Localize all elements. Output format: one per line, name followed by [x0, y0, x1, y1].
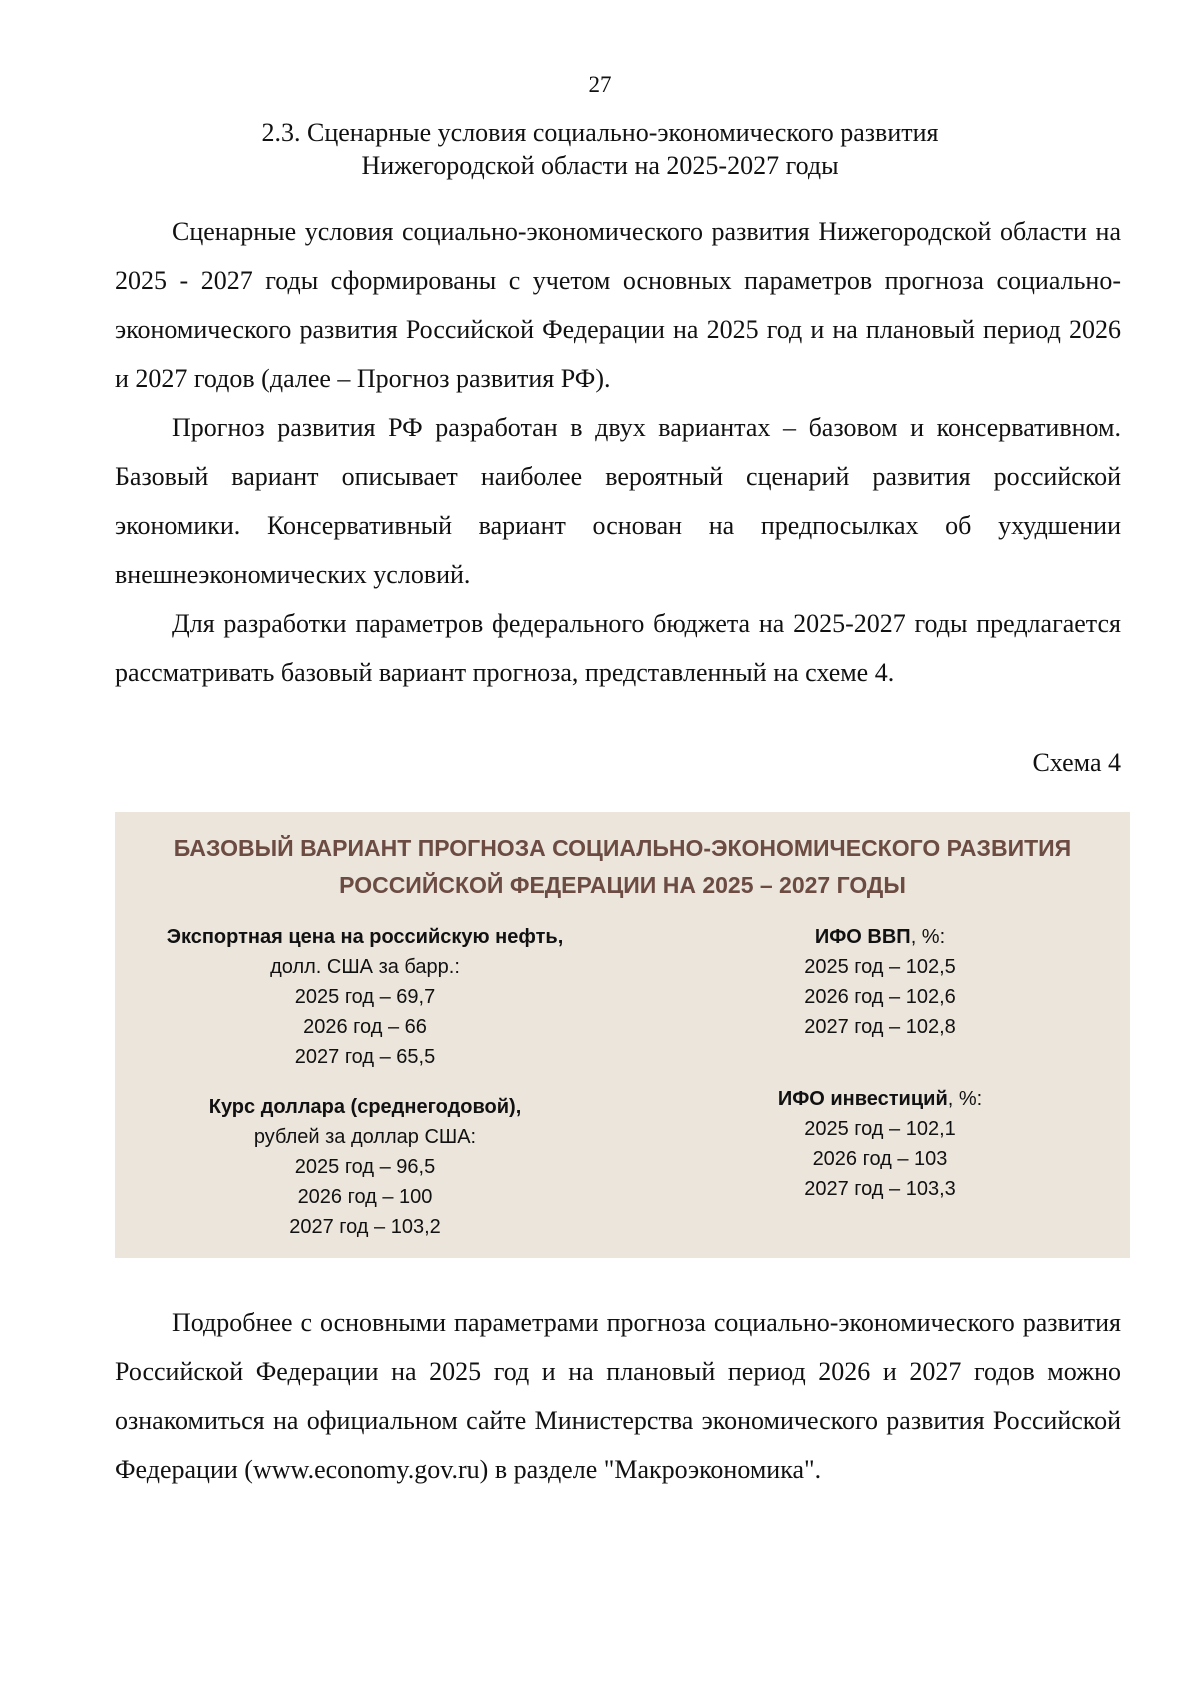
oil-price-2025: 2025 год – 69,7 — [294, 986, 436, 1008]
oil-price-2026: 2026 год – 66 — [303, 1016, 427, 1038]
gdp-index-2025: 2025 год – 102,5 — [804, 956, 956, 978]
oil-price-block — [115, 922, 615, 1072]
investment-index-2025: 2025 год – 102,1 — [804, 1118, 956, 1140]
paragraph-2: Прогноз развития РФ разработан в двух вариантах – базовом и консервативном. Базовый вариант описывает наиболее вероятный сценарий развития российской экономики. Консервативный вариант основан на предпосылках об ухудшении внешнеэкономических условий. — [115, 413, 1121, 589]
schema-title — [115, 830, 1130, 904]
usd-rate-2025: 2025 год – 96,5 — [294, 1156, 436, 1178]
gdp-index-block — [630, 922, 1130, 1042]
oil-price-2027: 2027 год – 65,5 — [294, 1046, 436, 1068]
usd-rate-title: Курс доллара (среднегодовой), — [208, 1096, 522, 1118]
investment-index-2026: 2026 год – 103 — [812, 1148, 948, 1170]
paragraph-1: Сценарные условия социально-экономического развития Нижегородской области на 2025 - 2027 годы сформированы с учетом основных параметров прогноза социально-экономического развития Российской Федерации на 2025 год и на плановый период 2026 и 2027 годов (далее – Прогноз развития РФ). — [115, 217, 1121, 393]
gdp-index-2027: 2027 год – 102,8 — [804, 1016, 956, 1038]
schema-4-box — [115, 812, 1130, 1258]
gdp-index-heading — [630, 922, 1130, 952]
usd-rate-2026: 2026 год – 100 — [297, 1186, 433, 1208]
gdp-index-title: ИФО ВВП — [814, 926, 911, 948]
investment-index-2027: 2027 год – 103,3 — [804, 1178, 956, 1200]
oil-price-unit: долл. США за барр.: — [270, 956, 460, 978]
section-title-line2: Нижегородской области на 2025-2027 годы — [361, 151, 839, 180]
section-title-line1: 2.3. Сценарные условия социально-экономического развития — [261, 118, 939, 147]
investment-index-heading — [630, 1084, 1130, 1114]
usd-rate-unit: рублей за доллар США: — [253, 1126, 477, 1148]
gdp-index-unit: , %: — [910, 926, 946, 948]
paragraph-4: Подробнее с основными параметрами прогноза социально-экономического развития Российской Федерации на 2025 год и на плановый период 2026 и 2027 годов можно ознакомиться на официальном сайте Министерства экономического развития Российской Федерации (www.economy.gov.ru) в разделе "Макроэкономика". — [115, 1308, 1121, 1484]
paragraph-3: Для разработки параметров федерального бюджета на 2025-2027 годы предлагается рассматривать базовый вариант прогноза, представленный на схеме 4. — [115, 609, 1121, 687]
schema-label: Схема 4 — [1032, 748, 1121, 777]
usd-rate-2027: 2027 год – 103,2 — [289, 1216, 441, 1238]
investment-index-title: ИФО инвестиций — [777, 1088, 948, 1110]
page-number: 27 — [588, 72, 612, 97]
schema-title-line1: БАЗОВЫЙ ВАРИАНТ ПРОГНОЗА СОЦИАЛЬНО-ЭКОНОМИЧЕСКОГО РАЗВИТИЯ — [173, 835, 1072, 861]
oil-price-title: Экспортная цена на российскую нефть, — [166, 926, 564, 948]
usd-rate-block — [115, 1092, 615, 1242]
investment-index-block — [630, 1084, 1130, 1204]
section-title — [150, 116, 1050, 182]
investment-index-unit: , %: — [947, 1088, 983, 1110]
gdp-index-2026: 2026 год – 102,6 — [804, 986, 956, 1008]
schema-title-line2: РОССИЙСКОЙ ФЕДЕРАЦИИ НА 2025 – 2027 ГОДЫ — [339, 872, 906, 898]
